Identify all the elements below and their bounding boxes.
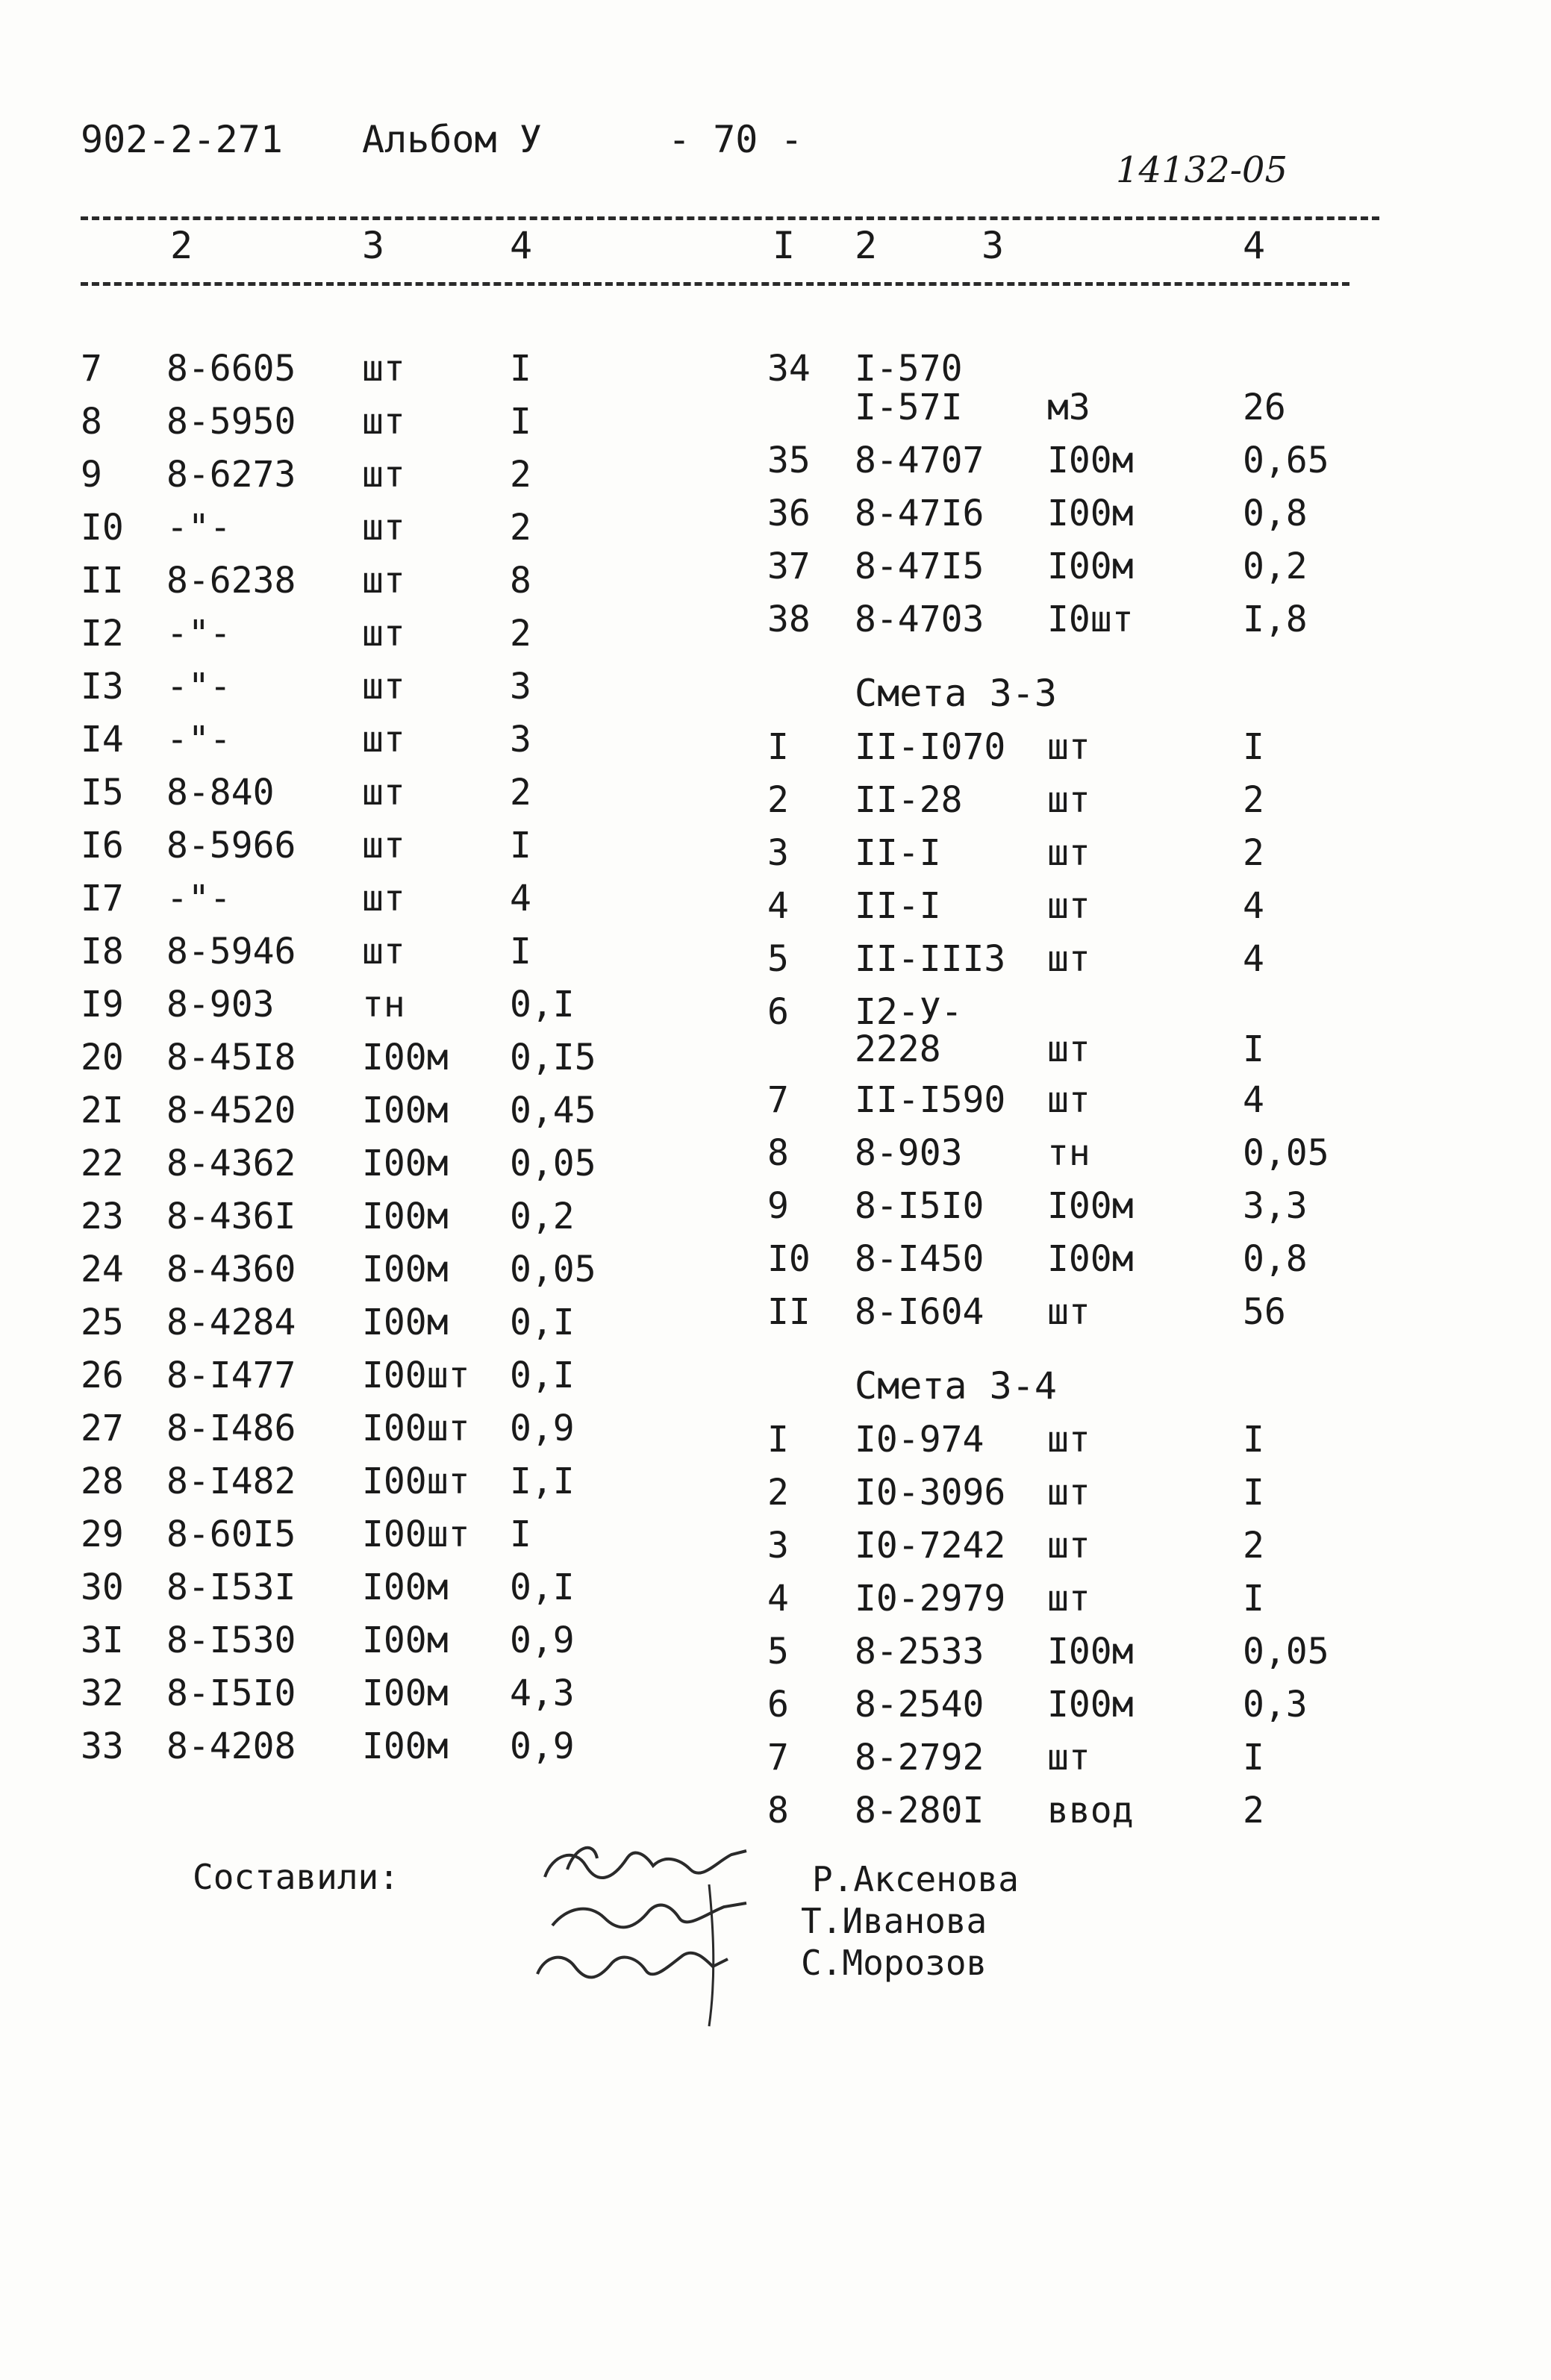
row-num: 7: [81, 348, 102, 390]
row-num: 6: [767, 991, 789, 1033]
section-title-smeta-3-3: [767, 672, 1514, 726]
table-row: [767, 1079, 1514, 1132]
table-row: [767, 1185, 1514, 1238]
row-unit: I00м: [1047, 1238, 1134, 1280]
section-title-text: Смета 3-3: [855, 672, 1057, 715]
row-unit: I00шт: [362, 1461, 470, 1502]
row-qty: 2: [510, 613, 531, 655]
table-row: [767, 1737, 1514, 1790]
row-num: I3: [81, 666, 124, 708]
row-qty: 0,9: [510, 1408, 575, 1449]
table-row: [81, 1408, 752, 1461]
row-code: 8-I482: [166, 1461, 296, 1502]
row-unit: шт: [1047, 1472, 1090, 1514]
row-num: 26: [81, 1355, 124, 1396]
table-row: [81, 1355, 752, 1408]
row-unit: I00м: [362, 1037, 449, 1078]
row-code: 8-4707: [855, 440, 984, 481]
table-row: [81, 1725, 752, 1778]
row-code: 8-4520: [166, 1090, 296, 1131]
row-num: 2: [767, 779, 789, 821]
row-unit: шт: [1047, 938, 1090, 980]
row-code: 8-4284: [166, 1302, 296, 1343]
table-row: [81, 1302, 752, 1355]
col-header-left-3: 3: [362, 224, 385, 267]
handwritten-note: 14132-05: [1116, 149, 1288, 191]
row-num: 9: [767, 1185, 789, 1227]
table-row: [81, 772, 752, 825]
row-qty: 0,65: [1243, 440, 1329, 481]
table-row: [81, 1620, 752, 1672]
row-qty: 0,8: [1243, 1238, 1308, 1280]
row-code: 8-I53I: [166, 1567, 296, 1608]
table-row: [767, 599, 1514, 672]
row-unit: I00м: [362, 1196, 449, 1237]
table-row: [767, 493, 1514, 546]
table-row: [81, 507, 752, 560]
row-qty: I: [510, 1514, 531, 1555]
row-qty: 0,8: [1243, 493, 1308, 534]
row-unit: шт: [362, 401, 405, 443]
table-row: [767, 1578, 1514, 1631]
row-num: I: [767, 1419, 789, 1461]
row-num: 8: [767, 1132, 789, 1174]
row-code: 8-47I6: [855, 493, 984, 534]
table-row: [81, 1461, 752, 1514]
row-code: 8-I450: [855, 1238, 984, 1280]
row-code: II-I590: [855, 1079, 1006, 1121]
row-unit: шт: [362, 719, 405, 760]
row-code: 8-6238: [166, 560, 296, 602]
row-unit: I00м: [1047, 1684, 1134, 1725]
row-unit: тн: [1047, 1132, 1090, 1174]
row-code: 8-I5I0: [166, 1672, 296, 1714]
header-rule-top: [81, 216, 1379, 220]
row-code-line1: I-570: [855, 348, 963, 390]
row-num: 27: [81, 1408, 124, 1449]
row-code: 8-840: [166, 772, 275, 813]
row-qty: 0,45: [510, 1090, 596, 1131]
row-num: 38: [767, 599, 811, 640]
row-qty: 2: [510, 507, 531, 549]
row-unit: I00шт: [362, 1355, 470, 1396]
row-qty: 2: [1243, 1790, 1264, 1831]
row-num: 5: [767, 938, 789, 980]
row-num: 8: [767, 1790, 789, 1831]
col-header-right-4: 4: [1243, 224, 1266, 267]
row-unit: шт: [362, 931, 405, 972]
page-number: - 70 -: [668, 118, 803, 161]
row-unit: I00м: [1047, 1185, 1134, 1227]
row-code: -"-: [166, 666, 231, 708]
row-code: II-I: [855, 832, 941, 874]
row-code: 8-4360: [166, 1249, 296, 1290]
row-qty: I,I: [510, 1461, 575, 1502]
row-unit: I00м: [1047, 440, 1134, 481]
row-unit: шт: [362, 825, 405, 866]
row-code: I0-7242: [855, 1525, 1006, 1567]
row-num: 20: [81, 1037, 124, 1078]
table-row: [767, 726, 1514, 779]
row-unit: шт: [1047, 779, 1090, 821]
table-row: [81, 1567, 752, 1620]
row-code: 8-I477: [166, 1355, 296, 1396]
row-code: I0-3096: [855, 1472, 1006, 1514]
left-table: [81, 348, 752, 1778]
col-header-right-2: 2: [855, 224, 878, 267]
row-qty: 3: [510, 666, 531, 708]
row-num: 4: [767, 885, 789, 927]
row-qty: I: [510, 825, 531, 866]
row-code: 8-2533: [855, 1631, 984, 1672]
row-code: 8-903: [855, 1132, 963, 1174]
table-row: [81, 666, 752, 719]
row-unit: шт: [362, 772, 405, 813]
table-row: [81, 348, 752, 401]
row-num: I8: [81, 931, 124, 972]
table-row: [81, 719, 752, 772]
row-qty: 3,3: [1243, 1185, 1308, 1227]
row-qty: 2: [510, 772, 531, 813]
row-qty: 4,3: [510, 1672, 575, 1714]
row-num: 5: [767, 1631, 789, 1672]
section-title-text: Смета 3-4: [855, 1364, 1057, 1408]
row-num: 24: [81, 1249, 124, 1290]
row-num: 2I: [81, 1090, 124, 1131]
right-table: [767, 348, 1514, 1843]
row-qty: 0,I: [510, 1302, 575, 1343]
row-qty: 0,05: [1243, 1631, 1329, 1672]
table-row: [81, 560, 752, 613]
table-row: [767, 1631, 1514, 1684]
row-num: I: [767, 726, 789, 768]
row-num: I5: [81, 772, 124, 813]
row-unit: шт: [362, 348, 405, 390]
row-num: 8: [81, 401, 102, 443]
row-unit: I00шт: [362, 1408, 470, 1449]
row-code: 8-280I: [855, 1790, 984, 1831]
row-unit: шт: [1047, 1028, 1090, 1070]
row-qty: 4: [1243, 885, 1264, 927]
row-qty: I: [1243, 1419, 1264, 1461]
table-row: [81, 1249, 752, 1302]
row-code: 8-I604: [855, 1291, 984, 1333]
row-num: I0: [767, 1238, 811, 1280]
compiler-name-1: Р.Аксенова: [812, 1859, 1019, 1899]
table-row: [81, 825, 752, 878]
row-qty: 3: [510, 719, 531, 760]
row-code-line1: I2-У-: [855, 991, 963, 1033]
row-unit: I00шт: [362, 1514, 470, 1555]
row-qty: 0,05: [510, 1143, 596, 1184]
row-num: 33: [81, 1725, 124, 1767]
row-unit: I00м: [1047, 546, 1134, 587]
row-qty: 0,05: [510, 1249, 596, 1290]
row-unit: шт: [1047, 832, 1090, 874]
row-code: II-I070: [855, 726, 1006, 768]
row-unit: шт: [362, 878, 405, 919]
table-row: [767, 1790, 1514, 1843]
row-qty: I: [1243, 1578, 1264, 1620]
table-row: [81, 1143, 752, 1196]
row-qty: I,8: [1243, 599, 1308, 640]
row-unit: шт: [1047, 1578, 1090, 1620]
row-qty: 8: [510, 560, 531, 602]
row-num: 28: [81, 1461, 124, 1502]
row-num: I9: [81, 984, 124, 1025]
row-unit: ввод: [1047, 1790, 1134, 1831]
row-unit: шт: [1047, 1737, 1090, 1778]
row-code: 8-5946: [166, 931, 296, 972]
table-row: [81, 1196, 752, 1249]
row-qty: 4: [1243, 938, 1264, 980]
row-code: 8-2792: [855, 1737, 984, 1778]
row-num: I6: [81, 825, 124, 866]
row-unit: I0шт: [1047, 599, 1134, 640]
row-qty: I: [1243, 1472, 1264, 1514]
table-row: [81, 613, 752, 666]
row-num: II: [81, 560, 124, 602]
row-qty: 4: [1243, 1079, 1264, 1121]
row-unit: I00м: [362, 1302, 449, 1343]
row-code: -"-: [166, 507, 231, 549]
row-num: I7: [81, 878, 124, 919]
row-unit: м3: [1047, 387, 1090, 428]
row-num: 6: [767, 1684, 789, 1725]
row-qty: I: [510, 348, 531, 390]
row-unit: I00м: [362, 1249, 449, 1290]
row-code: 8-47I5: [855, 546, 984, 587]
row-num: 3: [767, 1525, 789, 1567]
row-code: 8-2540: [855, 1684, 984, 1725]
row-num: 35: [767, 440, 811, 481]
row-unit: I00м: [362, 1143, 449, 1184]
table-row: [767, 440, 1514, 493]
row-num: I2: [81, 613, 124, 655]
row-qty: 0,3: [1243, 1684, 1308, 1725]
row-num: I0: [81, 507, 124, 549]
row-code: 8-60I5: [166, 1514, 296, 1555]
row-qty: I: [510, 401, 531, 443]
document-code: 902-2-271: [81, 118, 283, 161]
table-row: [767, 1684, 1514, 1737]
row-qty: 0,05: [1243, 1132, 1329, 1174]
col-header-left-4: 4: [510, 224, 533, 267]
header-rule-bottom: [81, 282, 1349, 286]
row-code: 8-5966: [166, 825, 296, 866]
row-unit: шт: [362, 454, 405, 496]
row-unit: шт: [362, 666, 405, 708]
row-unit: шт: [362, 507, 405, 549]
table-row: [767, 991, 1514, 1079]
row-qty: 0,9: [510, 1620, 575, 1661]
table-row: [767, 832, 1514, 885]
row-num: 36: [767, 493, 811, 534]
row-num: 37: [767, 546, 811, 587]
row-num: 29: [81, 1514, 124, 1555]
table-row: [81, 1514, 752, 1567]
table-row: [81, 931, 752, 984]
table-row: [81, 1090, 752, 1143]
album-label: Альбом У: [362, 118, 542, 161]
row-qty: 0,2: [510, 1196, 575, 1237]
row-num: 3I: [81, 1620, 124, 1661]
table-row: [767, 546, 1514, 599]
row-qty: 4: [510, 878, 531, 919]
row-unit: I00м: [362, 1090, 449, 1131]
table-row: [767, 348, 1514, 440]
row-num: 7: [767, 1737, 789, 1778]
row-num: 25: [81, 1302, 124, 1343]
row-code: -"-: [166, 613, 231, 655]
row-code: 8-6605: [166, 348, 296, 390]
row-code: 8-4208: [166, 1725, 296, 1767]
row-code: I0-2979: [855, 1578, 1006, 1620]
row-code: 8-6273: [166, 454, 296, 496]
table-row: [767, 779, 1514, 832]
row-num: 32: [81, 1672, 124, 1714]
row-code: 8-I486: [166, 1408, 296, 1449]
row-code: 8-5950: [166, 401, 296, 443]
row-unit: I00м: [362, 1620, 449, 1661]
row-qty: 0,2: [1243, 546, 1308, 587]
row-code: II-III3: [855, 938, 1006, 980]
table-row: [767, 938, 1514, 991]
row-qty: 0,9: [510, 1725, 575, 1767]
row-unit: шт: [1047, 1525, 1090, 1567]
row-num: 30: [81, 1567, 124, 1608]
row-qty: I: [1243, 726, 1264, 768]
row-unit: шт: [1047, 885, 1090, 927]
row-code-line2: I-57I: [855, 387, 963, 428]
table-row: [81, 401, 752, 454]
compiler-names: [760, 1858, 1019, 1984]
row-qty: 2: [510, 454, 531, 496]
row-qty: I: [1243, 1737, 1264, 1778]
row-code-line2: 2228: [855, 1028, 941, 1070]
row-unit: шт: [362, 560, 405, 602]
col-header-right-3: 3: [982, 224, 1005, 267]
row-unit: I00м: [362, 1672, 449, 1714]
row-qty: 0,I5: [510, 1037, 596, 1078]
table-row: [81, 878, 752, 931]
compiler-name-3: С.Морозов: [801, 1943, 987, 1983]
row-code: 8-45I8: [166, 1037, 296, 1078]
row-code: -"-: [166, 719, 231, 760]
table-row: [767, 885, 1514, 938]
compiler-name-2: Т.Иванова: [801, 1901, 987, 1941]
row-num: 2: [767, 1472, 789, 1514]
row-unit: шт: [1047, 1419, 1090, 1461]
row-code: I0-974: [855, 1419, 984, 1461]
row-qty: I: [1243, 1028, 1264, 1070]
table-row: [81, 1037, 752, 1090]
row-qty: 0,I: [510, 984, 575, 1025]
row-unit: I00м: [362, 1567, 449, 1608]
col-header-right-1: I: [773, 224, 796, 267]
row-code: 8-4362: [166, 1143, 296, 1184]
table-row: [81, 1672, 752, 1725]
row-num: 23: [81, 1196, 124, 1237]
row-unit: шт: [1047, 726, 1090, 768]
row-code: II-I: [855, 885, 941, 927]
row-num: II: [767, 1291, 811, 1333]
row-unit: шт: [1047, 1079, 1090, 1121]
row-qty: 0,I: [510, 1567, 575, 1608]
row-num: 3: [767, 832, 789, 874]
row-qty: 26: [1243, 387, 1286, 428]
section-title-smeta-3-4: [767, 1364, 1514, 1419]
row-unit: тн: [362, 984, 405, 1025]
row-unit: шт: [362, 613, 405, 655]
row-unit: I00м: [362, 1725, 449, 1767]
table-row: [767, 1291, 1514, 1364]
row-qty: 0,I: [510, 1355, 575, 1396]
table-row: [767, 1525, 1514, 1578]
row-qty: 2: [1243, 832, 1264, 874]
row-num: 9: [81, 454, 102, 496]
row-qty: I: [510, 931, 531, 972]
row-num: 34: [767, 348, 811, 390]
row-code: 8-I530: [166, 1620, 296, 1661]
table-row: [81, 984, 752, 1037]
row-unit: шт: [1047, 1291, 1090, 1333]
row-code: 8-4703: [855, 599, 984, 640]
table-row: [767, 1132, 1514, 1185]
row-num: 7: [767, 1079, 789, 1121]
row-unit: I00м: [1047, 493, 1134, 534]
row-unit: I00м: [1047, 1631, 1134, 1672]
row-code: 8-436I: [166, 1196, 296, 1237]
row-code: 8-903: [166, 984, 275, 1025]
table-row: [767, 1419, 1514, 1472]
row-code: 8-I5I0: [855, 1185, 984, 1227]
row-qty: 56: [1243, 1291, 1286, 1333]
row-code: II-28: [855, 779, 963, 821]
table-row: [767, 1472, 1514, 1525]
row-num: 4: [767, 1578, 789, 1620]
col-header-left-2: 2: [170, 224, 193, 267]
table-row: [767, 1238, 1514, 1291]
row-qty: 2: [1243, 779, 1264, 821]
compiled-by-label: Составили:: [193, 1857, 399, 1897]
row-num: 22: [81, 1143, 124, 1184]
table-row: [81, 454, 752, 507]
row-code: -"-: [166, 878, 231, 919]
row-qty: 2: [1243, 1525, 1264, 1567]
row-num: I4: [81, 719, 124, 760]
